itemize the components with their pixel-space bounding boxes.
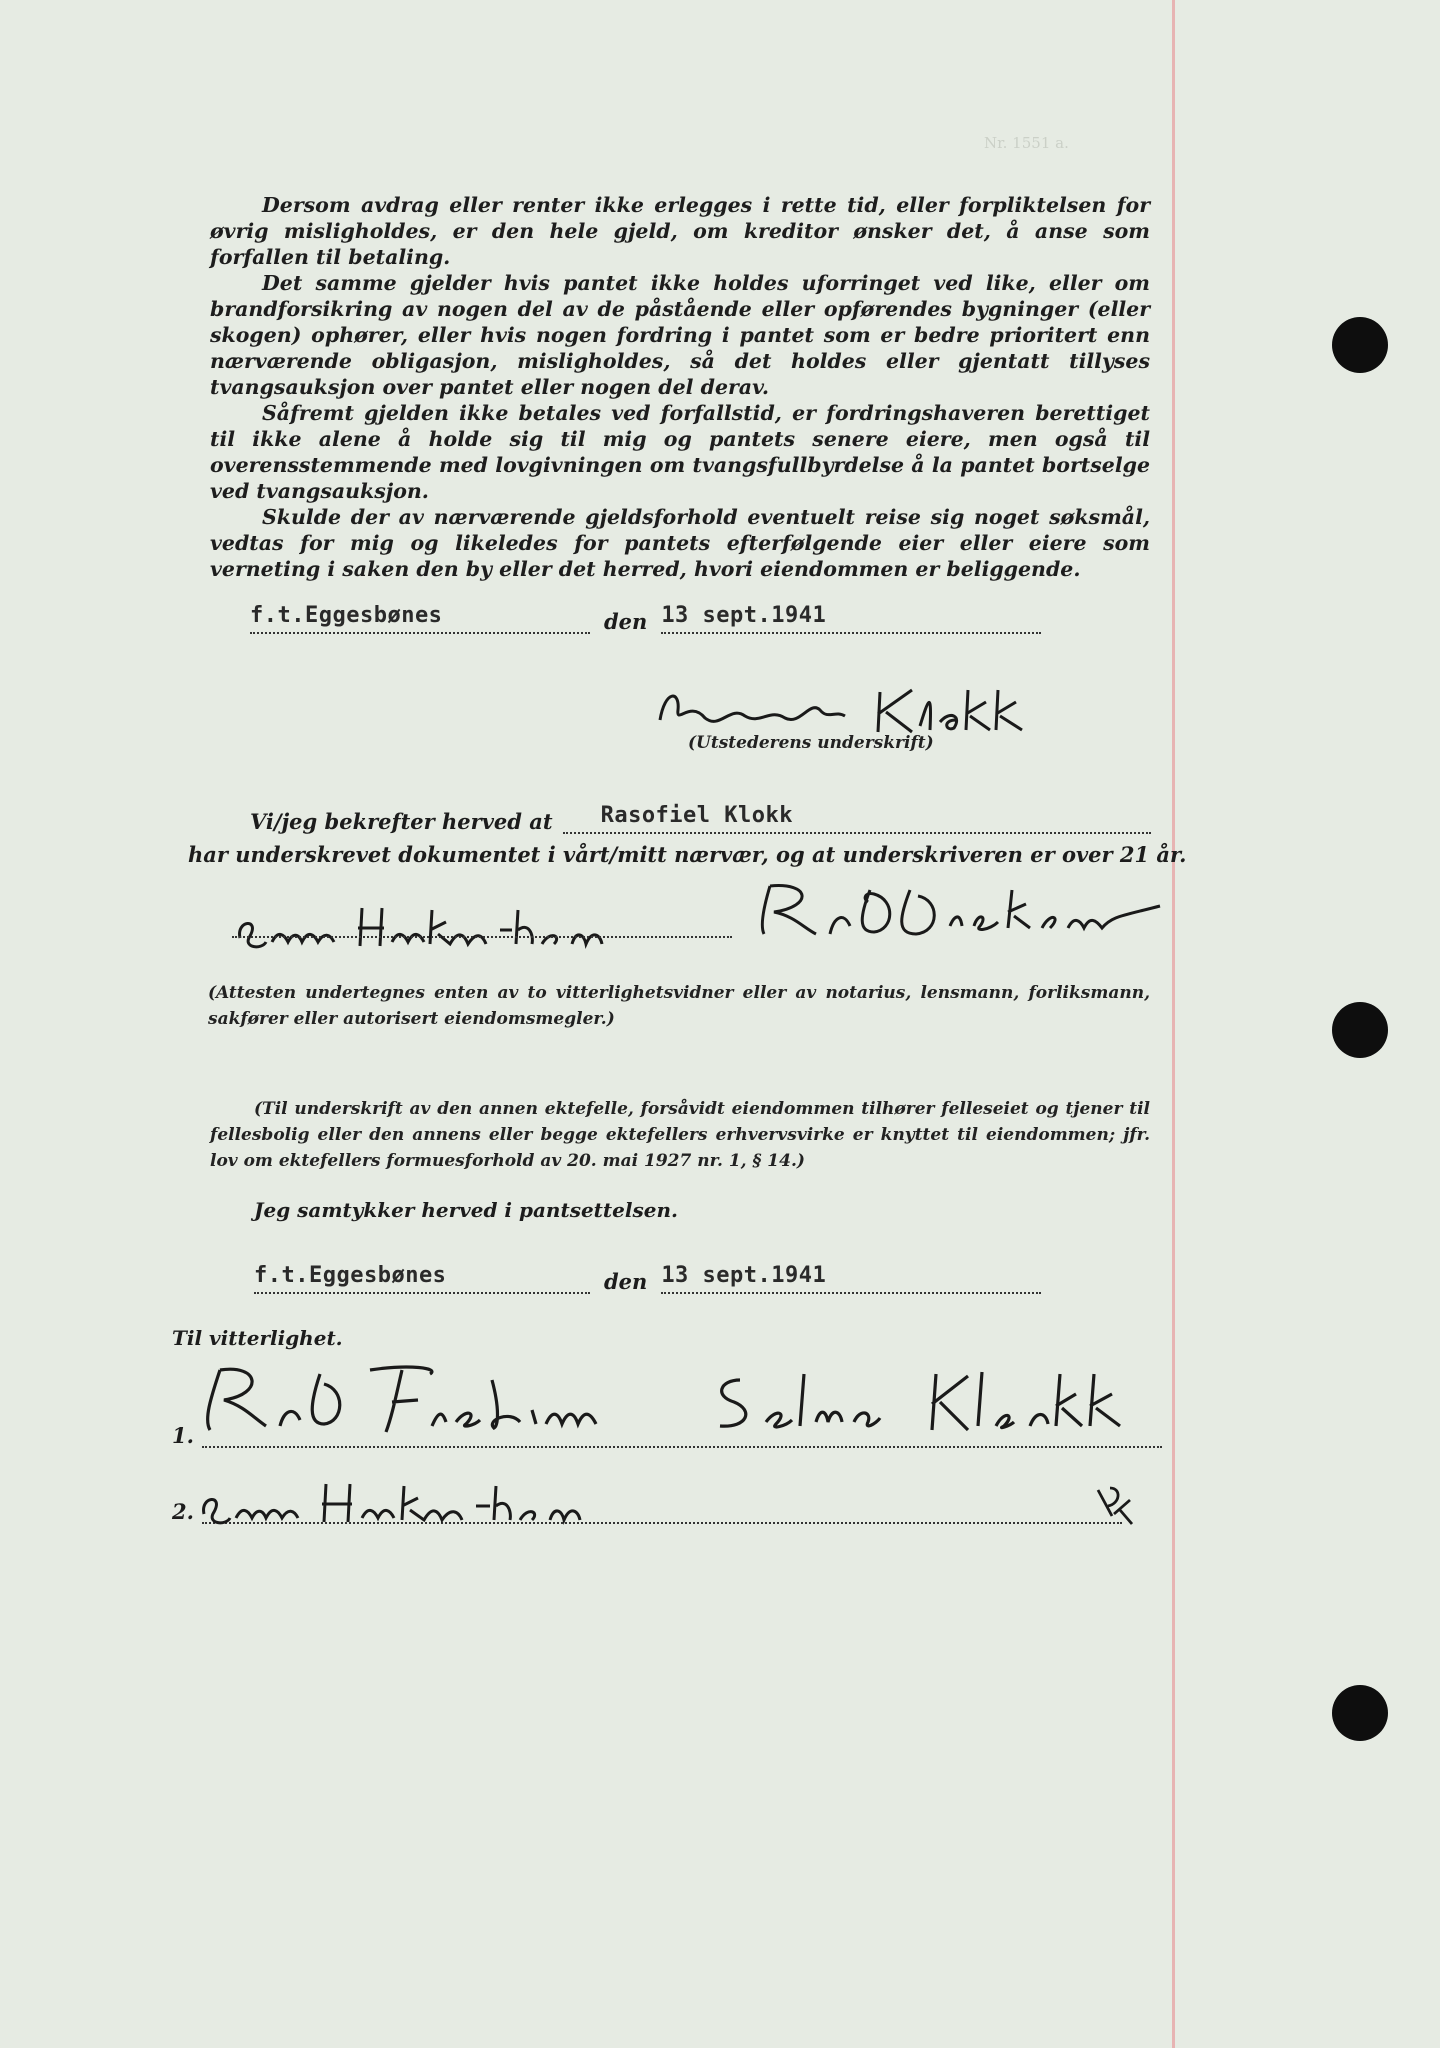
issue-place-date xyxy=(250,603,1041,634)
witness-2-signature xyxy=(700,1360,1160,1444)
attest-line-2: har underskrevet dokumentet i vårt/mitt nærvær, og at underskriveren er over 21 år. xyxy=(188,842,1187,867)
issue-date: 13 sept.1941 xyxy=(661,603,827,628)
spouse-place-date xyxy=(254,1263,1041,1294)
witness-signature-2 xyxy=(750,876,1190,950)
punch-hole xyxy=(1332,1685,1388,1741)
consent-text: Jeg samtykker herved i pantsettelsen. xyxy=(254,1198,678,1222)
paragraph: Såfremt gjelden ikke betales ved forfallstid, er fordringshaveren berettiget til ikke alene å holde sig til mig og pantets senere eiere, men også til overensstemmende med lovgivningen om tvangsfullbyrdelse å la pantet bortselge ved tvangsauksjon. xyxy=(210,401,1150,503)
ghost-header: Nr. 1551 a. xyxy=(984,134,1069,152)
spouse-date: 13 sept.1941 xyxy=(661,1263,827,1288)
paragraph: Det samme gjelder hvis pantet ikke holdes uforringet ved like, eller om brandforsikring av nogen del av de påstående eller opførendes bygninger (eller skogen) ophører, eller hvis nogen fordring i pantet som er bedre prioritert enn nærværende obligasjon, misligholdes, så det holdes eller gjentatt tillyses tvangsauksjon over pantet eller nogen del derav. xyxy=(210,271,1150,399)
witness-number: 1. xyxy=(172,1423,194,1448)
witness-label: Til vitterlighet. xyxy=(172,1326,343,1350)
attest-prefix: Vi/jeg bekrefter herved at xyxy=(250,809,553,834)
signature-caption: (Utstederens underskrift) xyxy=(688,733,934,753)
paragraph: Skulde der av nærværende gjeldsforhold eventuelt reise sig noget søksmål, vedtas for mig og likeledes for pantets efterfølgende eier eller eiere som verneting i saken den by eller det herred, hvori eiendommen er beliggende. xyxy=(210,505,1150,581)
spouse-place: f.t.Eggesbønes xyxy=(254,1263,447,1288)
witness-number: 2. xyxy=(172,1499,194,1524)
witness-3-signature xyxy=(196,1476,676,1540)
attest-name: Rasofiel Klokk xyxy=(600,803,794,828)
attest-note: (Attesten undertegnes enten av to vitterlighetsvidner eller av notarius, lensmann, forliksmann, sakfører eller autorisert eiendomsmegler.) xyxy=(208,983,1150,1029)
margin-rule xyxy=(1172,0,1175,2048)
witness-signature-1 xyxy=(232,900,692,964)
witness-1-signature xyxy=(180,1350,700,1444)
punch-hole xyxy=(1332,317,1388,373)
attest-line xyxy=(250,803,1151,834)
witness-dotted-line xyxy=(232,935,732,938)
terms-text xyxy=(210,192,1150,582)
issue-place: f.t.Eggesbønes xyxy=(250,603,443,628)
den-label: den xyxy=(604,1269,648,1294)
paragraph: Dersom avdrag eller renter ikke erlegges i rette tid, eller forpliktelsen for øvrig misligholdes, er den hele gjeld, om kreditor ønsker det, å anse som forfallen til betaling. xyxy=(210,193,1150,269)
spouse-note: (Til underskrift av den annen ektefelle, forsåvidt eiendommen tilhører felleseiet og tjener til fellesbolig eller den annens eller begge ektefellers erhvervsvirke er knyttet til eiendommen; jfr. lov om ektefellers formuesforhold av 20. mai 1927 nr. 1, § 14.) xyxy=(210,1099,1150,1171)
initials-mark xyxy=(1090,1480,1140,1534)
punch-hole xyxy=(1332,1002,1388,1058)
den-label: den xyxy=(604,609,648,634)
